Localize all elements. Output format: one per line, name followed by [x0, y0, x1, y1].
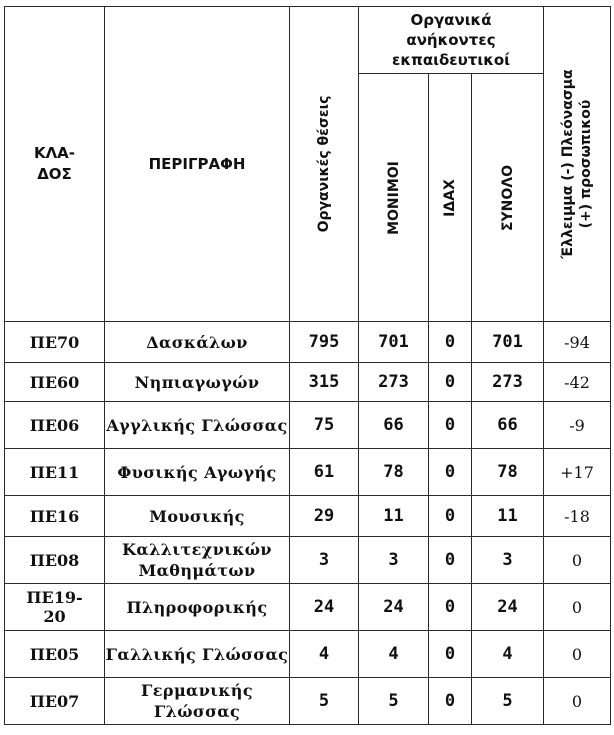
header-code — [5, 7, 105, 322]
row-positions: 61 — [290, 449, 359, 496]
header-total — [472, 74, 544, 322]
row-code: ΠΕ05 — [5, 631, 105, 678]
row-permanent: 11 — [359, 496, 429, 537]
row-balance: -18 — [544, 496, 611, 537]
row-total: 3 — [472, 537, 544, 584]
row-positions: 5 — [290, 678, 359, 725]
row-description: Μουσικής — [105, 496, 290, 537]
row-positions: 315 — [290, 363, 359, 402]
header-permanent — [359, 74, 429, 322]
row-permanent: 78 — [359, 449, 429, 496]
row-positions: 3 — [290, 537, 359, 584]
row-total: 4 — [472, 631, 544, 678]
row-idax: 0 — [429, 678, 472, 725]
row-code-label: ΠΕ19-20 — [26, 588, 83, 626]
row-code: ΠΕ60 — [5, 363, 105, 402]
header-description: ΠΕΡΙΓΡΑΦΗ — [105, 7, 290, 322]
table-row — [5, 363, 611, 402]
row-idax: 0 — [429, 584, 472, 631]
row-balance: 0 — [544, 584, 611, 631]
table-row — [5, 496, 611, 537]
row-idax: 0 — [429, 322, 472, 363]
header-belonging-group-label: Οργανικά ανήκοντες εκπαιδευτικοί — [391, 11, 511, 70]
table-row — [5, 584, 611, 631]
row-description: Δασκάλων — [105, 322, 290, 363]
row-description: Καλλιτεχνικών Μαθημάτων — [105, 537, 290, 584]
header-balance — [544, 7, 611, 322]
header-belonging-group — [359, 7, 544, 74]
row-balance: 0 — [544, 678, 611, 725]
header-organic-positions-label: Οργανικές θέσεις — [316, 95, 332, 233]
row-code: ΠΕ06 — [5, 402, 105, 449]
row-description: Νηπιαγωγών — [105, 363, 290, 402]
row-code: ΠΕ07 — [5, 678, 105, 725]
row-description: Φυσικής Αγωγής — [105, 449, 290, 496]
table-row — [5, 678, 611, 725]
row-total: 78 — [472, 449, 544, 496]
row-positions: 795 — [290, 322, 359, 363]
row-code: ΠΕ16 — [5, 496, 105, 537]
header-permanent-label: ΜΟΝΙΜΟΙ — [385, 160, 402, 235]
table-row — [5, 402, 611, 449]
row-description: Πληροφορικής — [105, 584, 290, 631]
row-positions: 4 — [290, 631, 359, 678]
row-balance: -94 — [544, 322, 611, 363]
row-code: ΠΕ70 — [5, 322, 105, 363]
row-code: ΠΕ08 — [5, 537, 105, 584]
row-idax: 0 — [429, 363, 472, 402]
row-total: 24 — [472, 584, 544, 631]
row-description: Γαλλικής Γλώσσας — [105, 631, 290, 678]
row-positions: 75 — [290, 402, 359, 449]
table-row — [5, 449, 611, 496]
row-total: 11 — [472, 496, 544, 537]
table-row — [5, 631, 611, 678]
table-row — [5, 537, 611, 584]
header-idax-label: ΙΔΑΧ — [442, 178, 458, 217]
row-total: 701 — [472, 322, 544, 363]
header-total-label: ΣΥΝΟΛΟ — [499, 164, 516, 231]
row-description: Αγγλικής Γλώσσας — [105, 402, 290, 449]
row-idax: 0 — [429, 402, 472, 449]
header-idax — [429, 74, 472, 322]
row-total: 66 — [472, 402, 544, 449]
row-permanent: 701 — [359, 322, 429, 363]
header-code-line2: ΔΟΣ — [37, 165, 72, 183]
header-code-line1: ΚΛΑ- — [33, 144, 76, 162]
row-permanent: 66 — [359, 402, 429, 449]
row-balance: +17 — [544, 449, 611, 496]
header-balance-label: Έλλειμμα (-) Πλεόνασμα (+) προσωπικού — [560, 69, 594, 259]
row-idax: 0 — [429, 449, 472, 496]
row-idax: 0 — [429, 537, 472, 584]
row-permanent: 273 — [359, 363, 429, 402]
row-code: ΠΕ11 — [5, 449, 105, 496]
row-code — [5, 584, 105, 631]
row-permanent: 3 — [359, 537, 429, 584]
row-permanent: 5 — [359, 678, 429, 725]
row-positions: 29 — [290, 496, 359, 537]
row-total: 273 — [472, 363, 544, 402]
row-balance: -9 — [544, 402, 611, 449]
staffing-table — [4, 6, 611, 725]
table-row — [5, 322, 611, 363]
row-description: Γερμανικής Γλώσσας — [105, 678, 290, 725]
row-idax: 0 — [429, 631, 472, 678]
staffing-table-container — [4, 6, 610, 732]
header-organic-positions — [290, 7, 359, 322]
row-total: 5 — [472, 678, 544, 725]
row-balance: 0 — [544, 537, 611, 584]
row-balance: -42 — [544, 363, 611, 402]
row-balance: 0 — [544, 631, 611, 678]
row-permanent: 24 — [359, 584, 429, 631]
row-positions: 24 — [290, 584, 359, 631]
row-permanent: 4 — [359, 631, 429, 678]
row-idax: 0 — [429, 496, 472, 537]
